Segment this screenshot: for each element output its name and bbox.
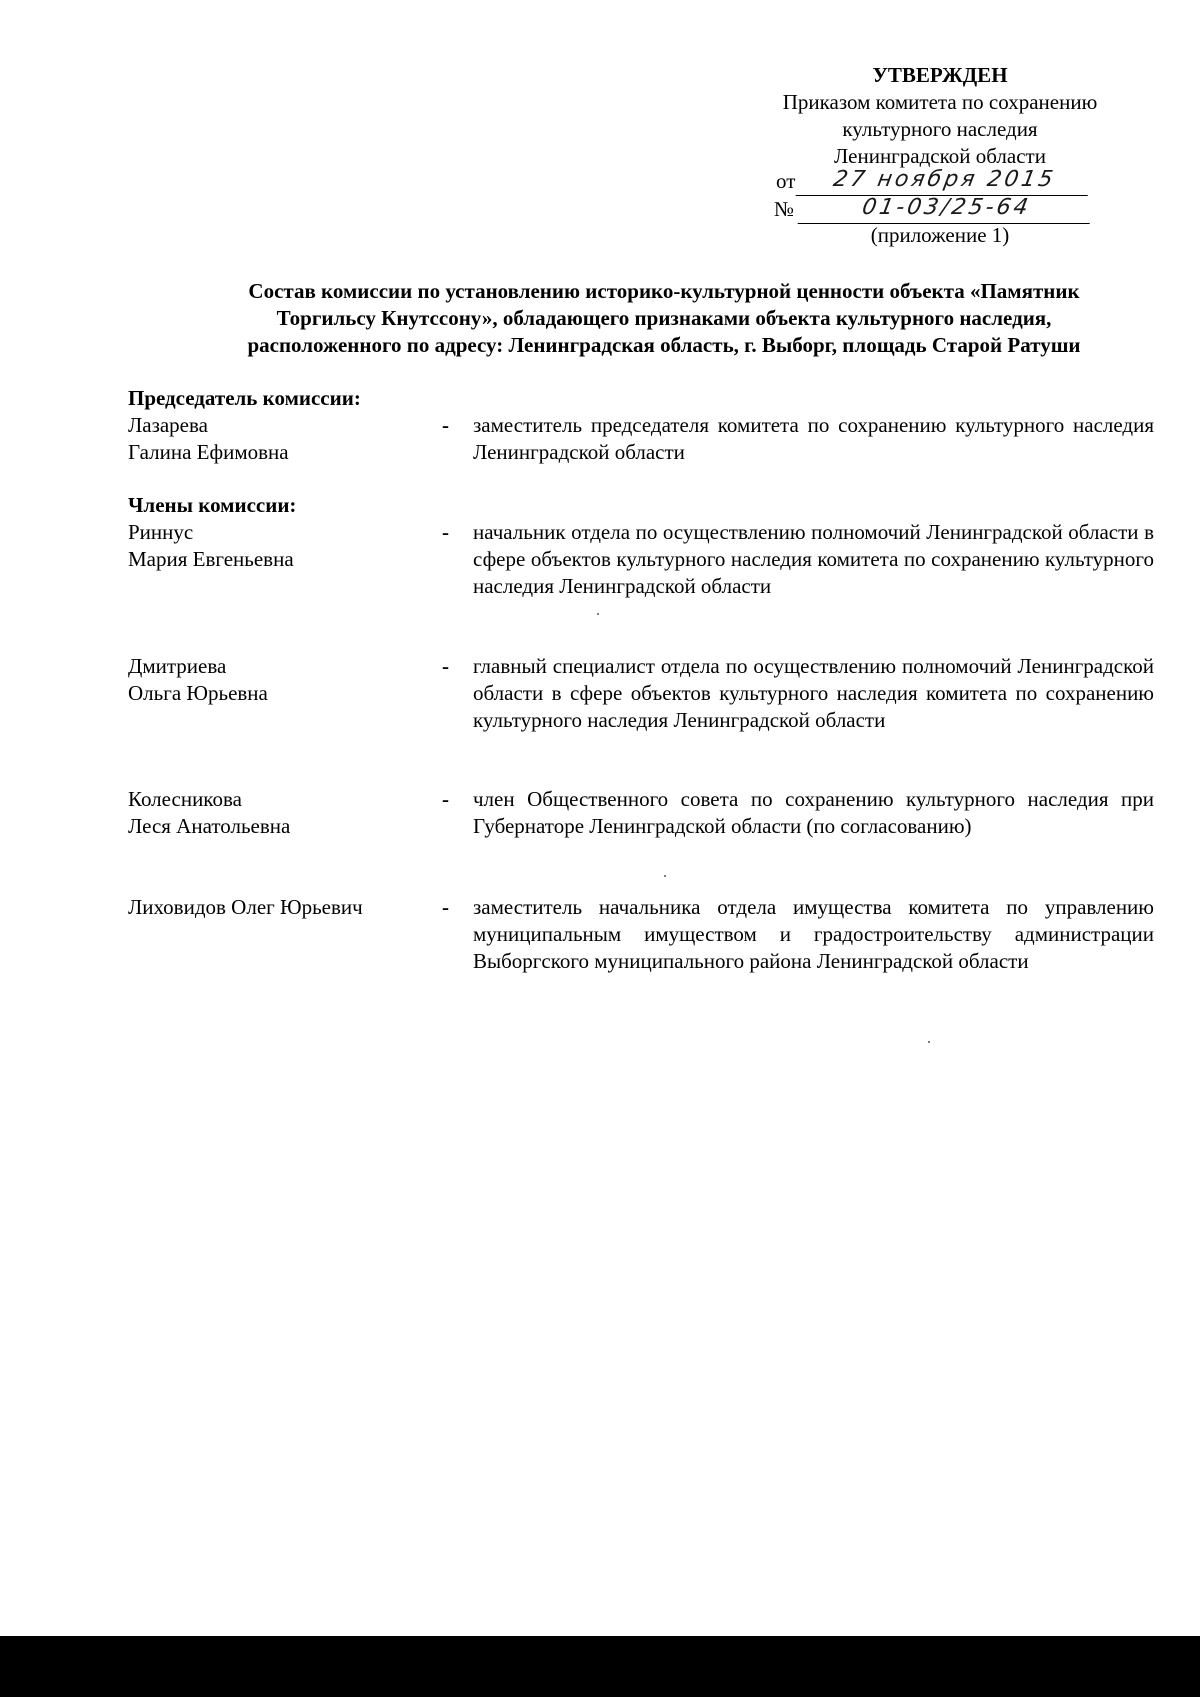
handwritten-date: 27 ноября 2015 [796,169,1093,196]
member-given-names: Леся Анатольевна [128,814,291,838]
number-label: № [774,197,795,221]
approval-stamp [720,62,1160,170]
document-title [120,278,1200,359]
member-position: главный специалист отдела по осуществлению полномочий Ленинградской области в сфере объектов культурного наследия комитета по сохранению культурного наследия Ленинградской области [473,654,1154,732]
title-line-2: Торгильсу Кнутссону», обладающего признаками объекта культурного наследия, [276,306,1052,330]
member-name [128,786,428,840]
member-position: заместитель начальника отдела имущества комитета по управлению муниципальным имуществом и градостроительству администрации Выборгского муниципального района Ленинградской области [473,895,1154,973]
member-surname: Риннус [128,520,194,544]
member-surname: Колесникова [128,787,242,811]
attachment-note: (приложение 1) [870,223,1010,247]
chair-position: заместитель председателя комитета по сохранению культурного наследия Ленинградской области [473,413,1154,464]
scan-speck [664,875,666,877]
member-full-name: Лиховидов Олег Юрьевич [128,895,363,919]
chair-name [128,412,428,466]
member-entry [128,786,1154,871]
chair-entry [128,412,1154,472]
member-entry [128,894,1154,1004]
approval-title: УТВЕРЖДЕН [872,63,1008,87]
scan-speck [928,1041,930,1043]
member-entry [128,519,1154,629]
handwritten-number: 01-03/25-64 [798,197,1095,224]
member-dash: - [442,895,449,919]
members-heading: Члены комиссии: [128,493,297,517]
member-given-names: Мария Евгеньевна [128,547,294,571]
chair-dash: - [442,413,449,437]
chair-surname: Лазарева [128,413,208,437]
title-line-1: Состав комиссии по установлению историко-культурной ценности объекта «Памятник [248,279,1080,303]
member-dash: - [442,787,449,811]
member-position: начальник отдела по осуществлению полномочий Ленинградской области в сфере объектов культурного наследия комитета по сохранению культурного наследия Ленинградской области [473,520,1154,598]
member-given-names: Ольга Юрьевна [128,681,268,705]
approval-number-line [776,196,1096,224]
date-label: от [776,169,796,193]
member-position: член Общественного совета по сохранению культурного наследия при Губернаторе Ленинградской области (по согласованию) [473,787,1154,838]
approval-line-2: культурного наследия [842,117,1038,141]
approval-date-line [776,168,1096,196]
member-name [128,894,428,921]
member-name [128,519,428,573]
member-name [128,653,428,707]
approval-line-3: Ленинградской области [834,144,1046,168]
member-dash: - [442,654,449,678]
approval-line-1: Приказом комитета по сохранению [782,90,1098,114]
title-line-3: расположенного по адресу: Ленинградская область, г. Выборг, площадь Старой Ратуши [247,333,1081,357]
scan-speck [597,613,599,615]
chair-given-names: Галина Ефимовна [128,440,289,464]
member-dash: - [442,520,449,544]
chair-heading: Председатель комиссии: [128,386,361,410]
member-entry [128,653,1154,763]
member-surname: Дмитриева [128,654,227,678]
